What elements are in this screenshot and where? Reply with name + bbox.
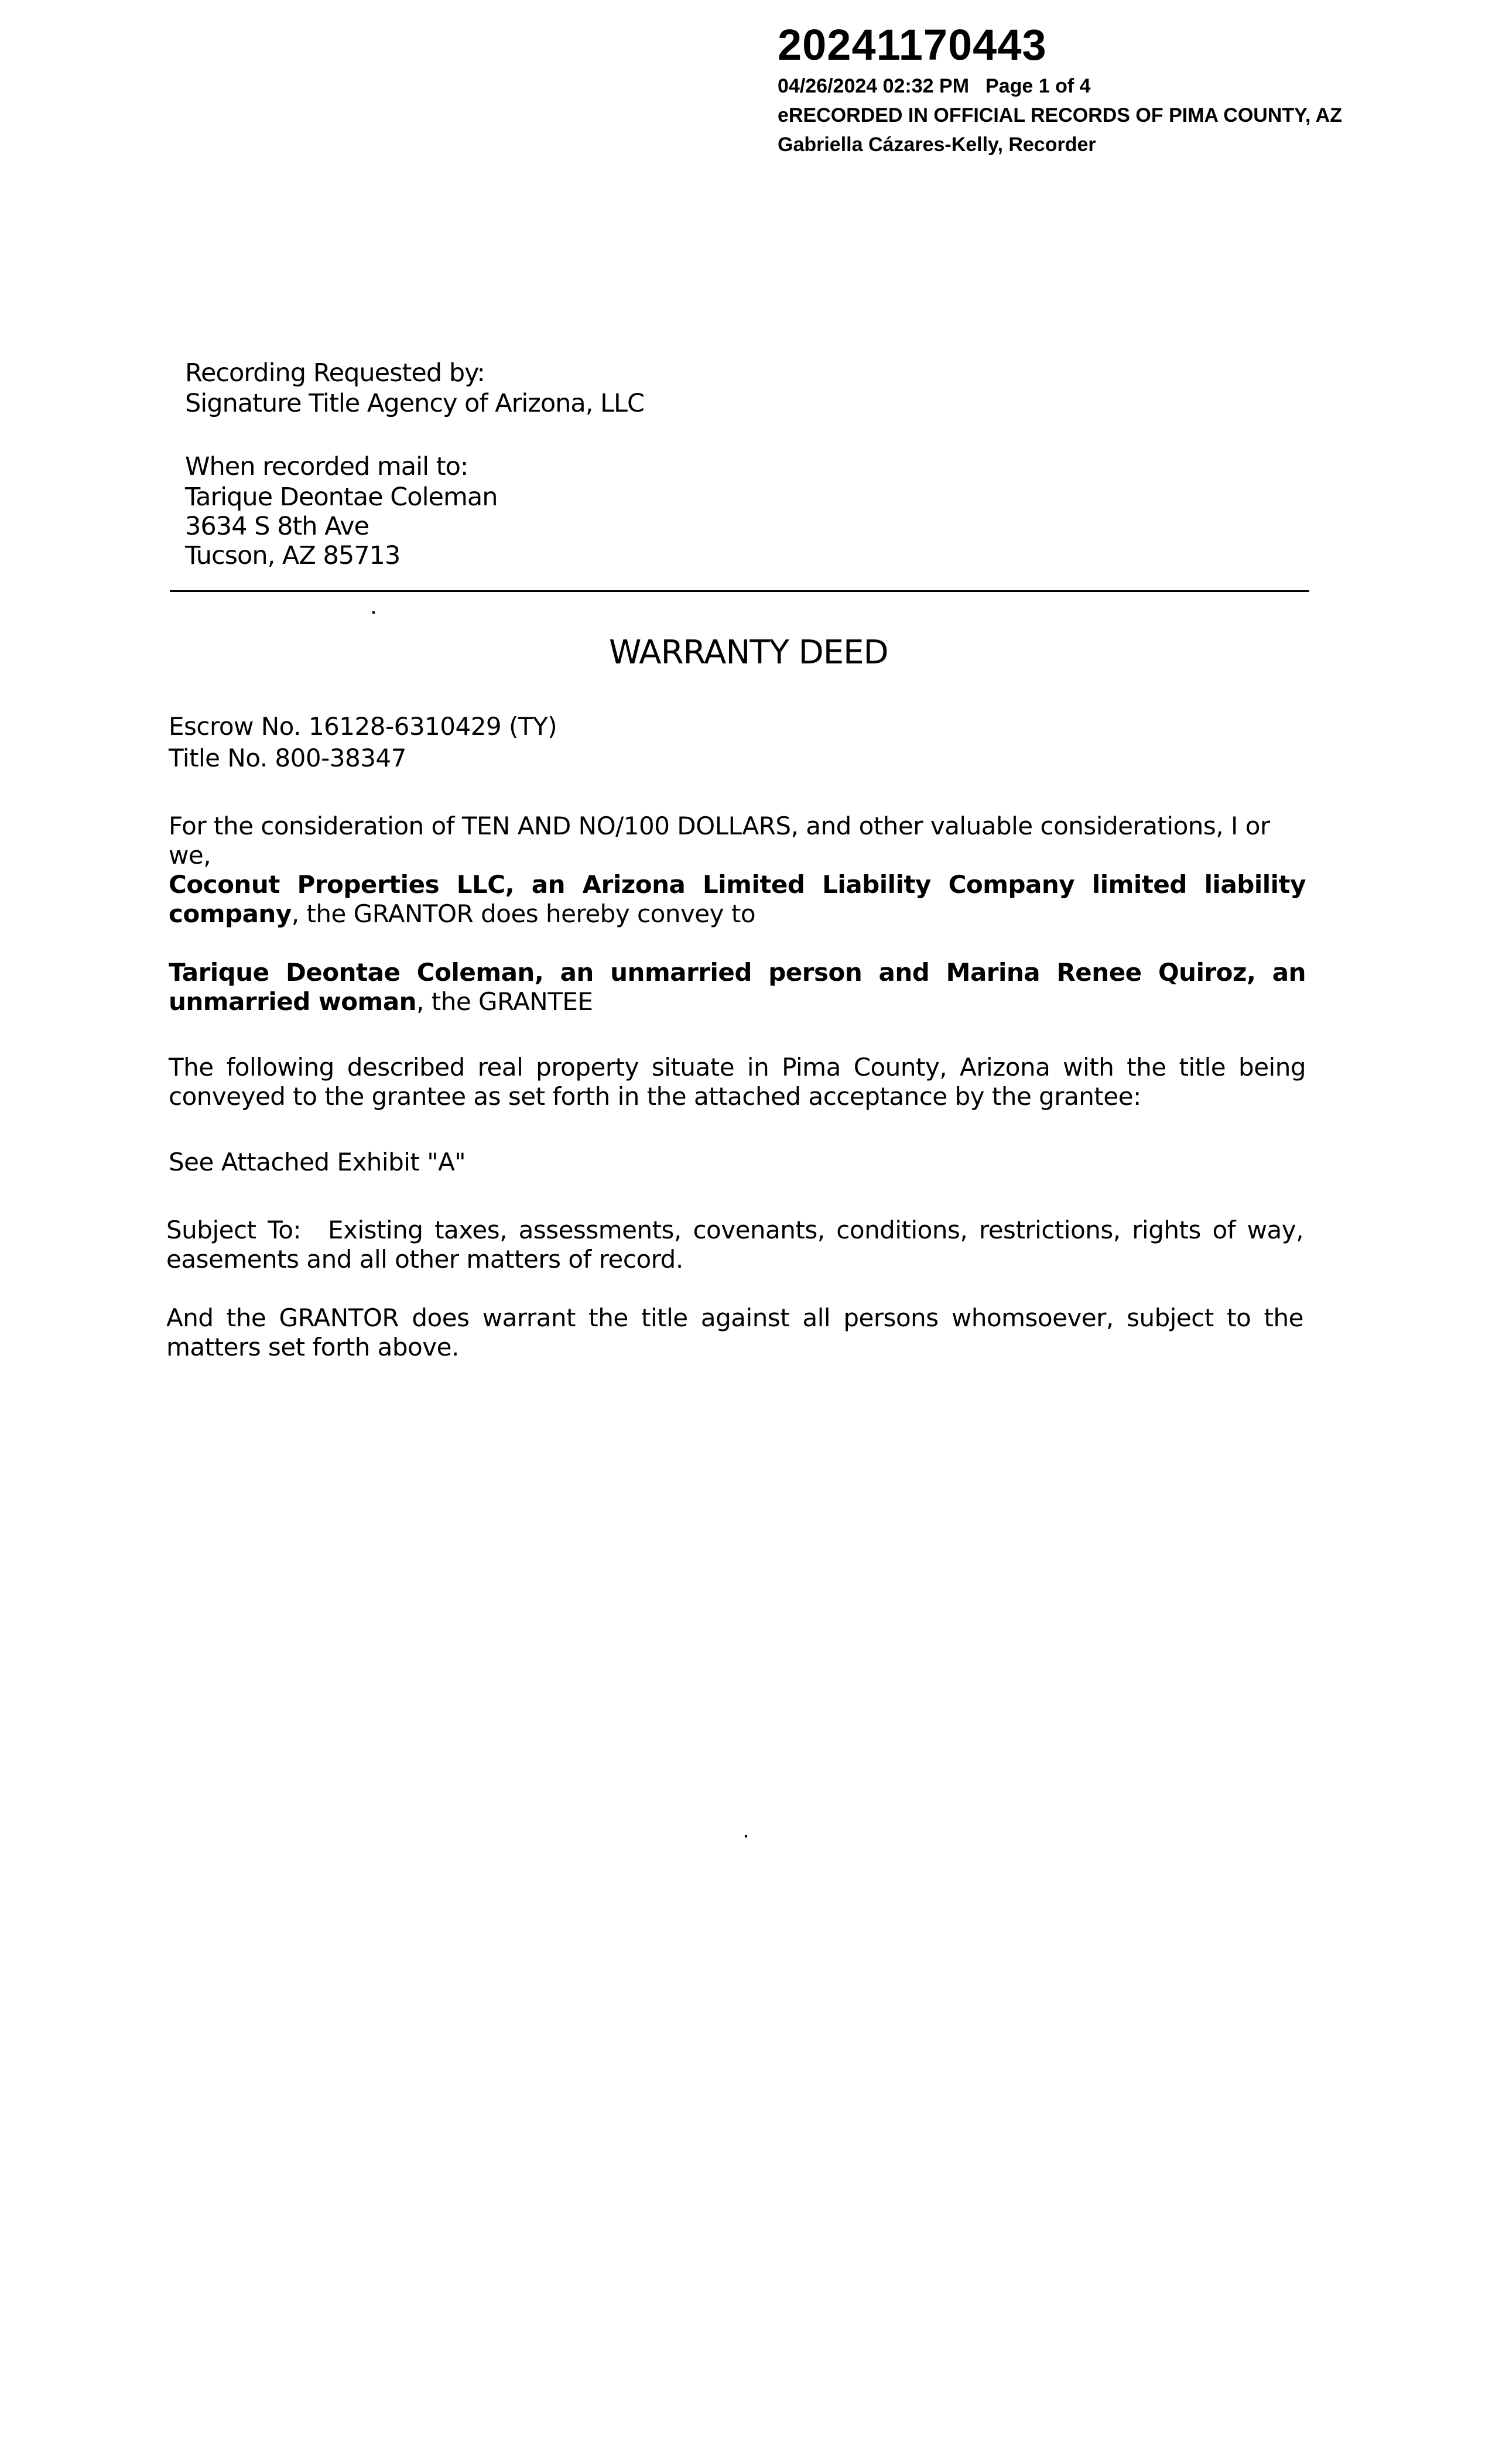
subject-to-label: Subject To: xyxy=(166,1216,302,1244)
title-number: Title No. 800-38347 xyxy=(169,744,406,772)
recording-date-line xyxy=(778,75,1091,98)
warranty-paragraph: And the GRANTOR does warrant the title against all persons whomsoever, subject to the matters set forth above. xyxy=(166,1303,1303,1361)
grantor-conveyance: , the GRANTOR does hereby convey to xyxy=(291,899,756,928)
grantee-paragraph xyxy=(169,958,1306,1017)
stray-mark xyxy=(745,1835,747,1837)
mail-to-city: Tucson, AZ 85713 xyxy=(185,541,401,570)
exhibit-reference: See Attached Exhibit "A" xyxy=(169,1148,466,1176)
recording-requested-label: Recording Requested by: xyxy=(185,358,485,388)
grantee-name: Tarique Deontae Coleman, an unmarried person and Marina Renee Quiroz, an unmarried woman xyxy=(169,958,1306,1016)
document-number: 20241170443 xyxy=(778,20,1047,69)
escrow-number: Escrow No. 16128-6310429 (TY) xyxy=(169,712,557,741)
header-divider xyxy=(170,590,1309,592)
recorder-name: Gabriella Cázares-Kelly, Recorder xyxy=(778,134,1096,156)
stray-mark xyxy=(372,611,375,614)
mail-to-name: Tarique Deontae Coleman xyxy=(185,482,498,512)
grantor-name: Coconut Properties LLC, an Arizona Limited Liability Company limited liability company xyxy=(169,870,1306,928)
grantee-label: , the GRANTEE xyxy=(416,987,593,1016)
recording-requested-name: Signature Title Agency of Arizona, LLC xyxy=(185,389,645,418)
mail-to-label: When recorded mail to: xyxy=(185,452,468,481)
grantor-paragraph xyxy=(169,870,1306,929)
page-info: Page 1 of 4 xyxy=(985,75,1091,97)
recording-date-time: 04/26/2024 02:32 PM xyxy=(778,75,970,97)
mail-to-street: 3634 S 8th Ave xyxy=(185,512,369,541)
subject-to-paragraph xyxy=(166,1216,1303,1274)
property-description: The following described real property situate in Pima County, Arizona with the title being conveyed to the grantee as set forth in the attached acceptance by the grantee: xyxy=(169,1053,1306,1111)
document-title: WARRANTY DEED xyxy=(609,634,888,672)
consideration-paragraph: For the consideration of TEN AND NO/100 DOLLARS, and other valuable considerations, I or we, xyxy=(169,812,1270,870)
subject-to-text: Existing taxes, assessments, covenants, conditions, restrictions, rights of way, easements and all other matters of record. xyxy=(166,1216,1303,1274)
official-records-line: eRECORDED IN OFFICIAL RECORDS OF PIMA COUNTY, AZ xyxy=(778,104,1343,126)
